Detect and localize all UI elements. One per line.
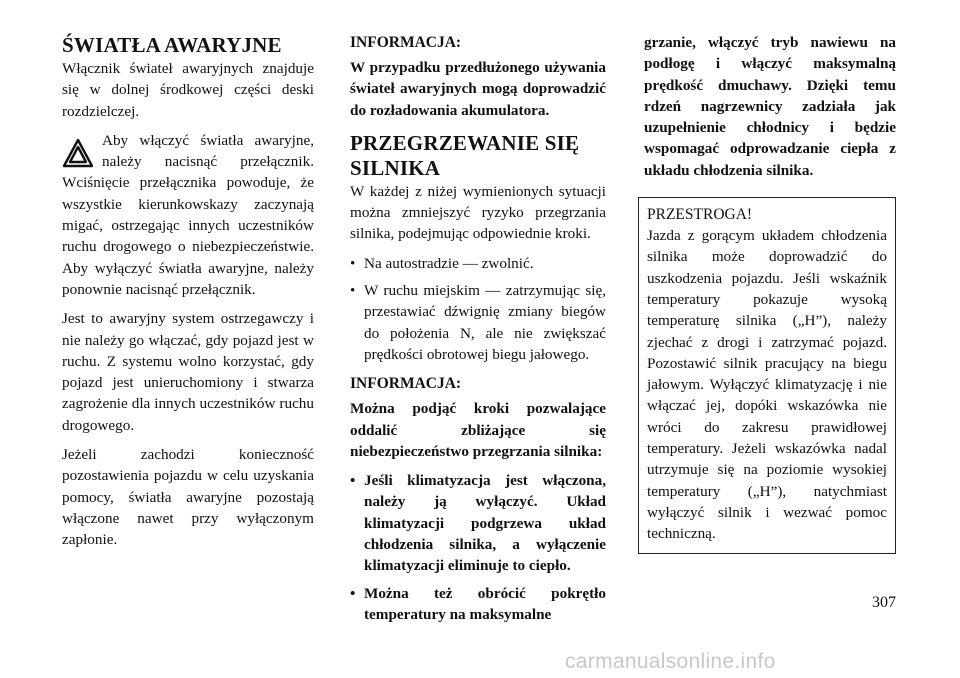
info-note-overheating: Można podjąć kroki pozwalające oddalić zbliżające się niebezpieczeństwo przegrzania silnika: [350,400,606,460]
overheating-continuation-paragraph: grzanie, włączyć tryb nawiewu na podłogę i włączyć maksymalną prędkość dmuchawy. Dzięki temu rdzeń nagrzewnicy zadziała jak uzupełnienie chłodnicy i będzie wspomagać odprowadzanie ciepła z układu chłodzenia silnika. [644,34,896,179]
info-note-battery: W przypadku przedłużonego używania świateł awaryjnych mogą doprowadzić do rozładowania akumulatora. [350,59,606,119]
column-left [62,32,314,559]
info-note-title: INFORMACJA: [350,34,462,51]
overheating-steps-list [350,253,606,365]
list-item: • Można też obrócić pokrętło temperatury na maksymalne [350,584,606,623]
column-right [644,32,896,554]
watermark: carmanualsonline.info [565,650,776,673]
caution-title: PRZESTROGA! [647,206,753,224]
hazard-ignition-paragraph: Jeżeli zachodzi konieczność pozostawienia pojazdu w celu uzyskania pomocy, światła awaryjne pozostają włączone nawet przy wyłączonym zapłonie. [62,446,314,549]
section-heading-engine-overheating: PRZEGRZEWANIE SIĘ SILNIKA [350,130,580,180]
hazard-usage-paragraph: Jest to awaryjny system ostrzegawczy i nie należy go włączać, gdy pojazd jest w ruchu. Z systemu wolno korzystać, gdy pojazd jest unieruchomiony i stwarza zagrożenie dla innych uczestników ruchu drogowego. [62,310,314,434]
overheating-actions-list [350,470,606,625]
section-heading-hazard-lights: ŚWIATŁA AWARYJNE [62,33,282,57]
caution-box [638,197,896,553]
list-item: • Na autostradzie — zwolnić. [350,254,534,272]
page-number: 307 [872,594,896,611]
column-middle [350,32,606,631]
caution-text: Jazda z gorącym układem chłodzenia silnika może doprowadzić do uszkodzenia pojazdu. Jeśli wskaźnik temperatury pokazuje wysoką temperaturę silnika („H”), należy zjechać z drogi i zatrzymać pojazd. Pozostawić silnik pracujący na biegu jałowym. Wyłączyć klimatyzację i nie włączać jej, dopóki wskazówka nie wróci do zakresu prawidłowej temperatury. Jeżeli wskazówka nadal utrzymuje się na poziomie wysokiej temperatury („H”), natychmiast wyłączyć silnik i wezwać pomoc techniczną. [647,227,887,543]
hazard-instruction-paragraph: Aby włączyć światła awaryjne, należy nacisnąć przełącznik. Wciśnięcie przełącznika powoduje, że wszystkie kierunkowskazy zaczynają migać, ostrzegając innych uczestników ruchu drogowego o niebezpieczeństwie. Aby wyłączyć światła awaryjne, należy ponownie nacisnąć przełącznik. [62,131,314,298]
hazard-warning-icon [62,138,94,168]
hazard-instruction-block [62,130,314,308]
hazard-intro-paragraph: Włącznik świateł awaryjnych znajduje się w dolnej środkowej części deski rozdzielczej. [62,60,314,120]
list-item: • W ruchu miejskim — zatrzymując się, przestawiać dźwignię zmiany biegów do położenia N, ale nie zwiększać prędkości obrotowej biegu jałowego. [350,282,606,363]
info-note-title: INFORMACJA: [350,375,462,393]
list-item: • Jeśli klimatyzacja jest włączona, należy ją wyłączyć. Układ klimatyzacji podgrzewa układ chłodzenia silnika, a wyłączenie klimatyzacji eliminuje to ciepło. [350,472,606,575]
overheating-intro-paragraph: W każdej z niżej wymienionych sytuacji można zmniejszyć ryzyko przegrzania silnika, podejmując odpowiednie kroki. [350,182,606,243]
